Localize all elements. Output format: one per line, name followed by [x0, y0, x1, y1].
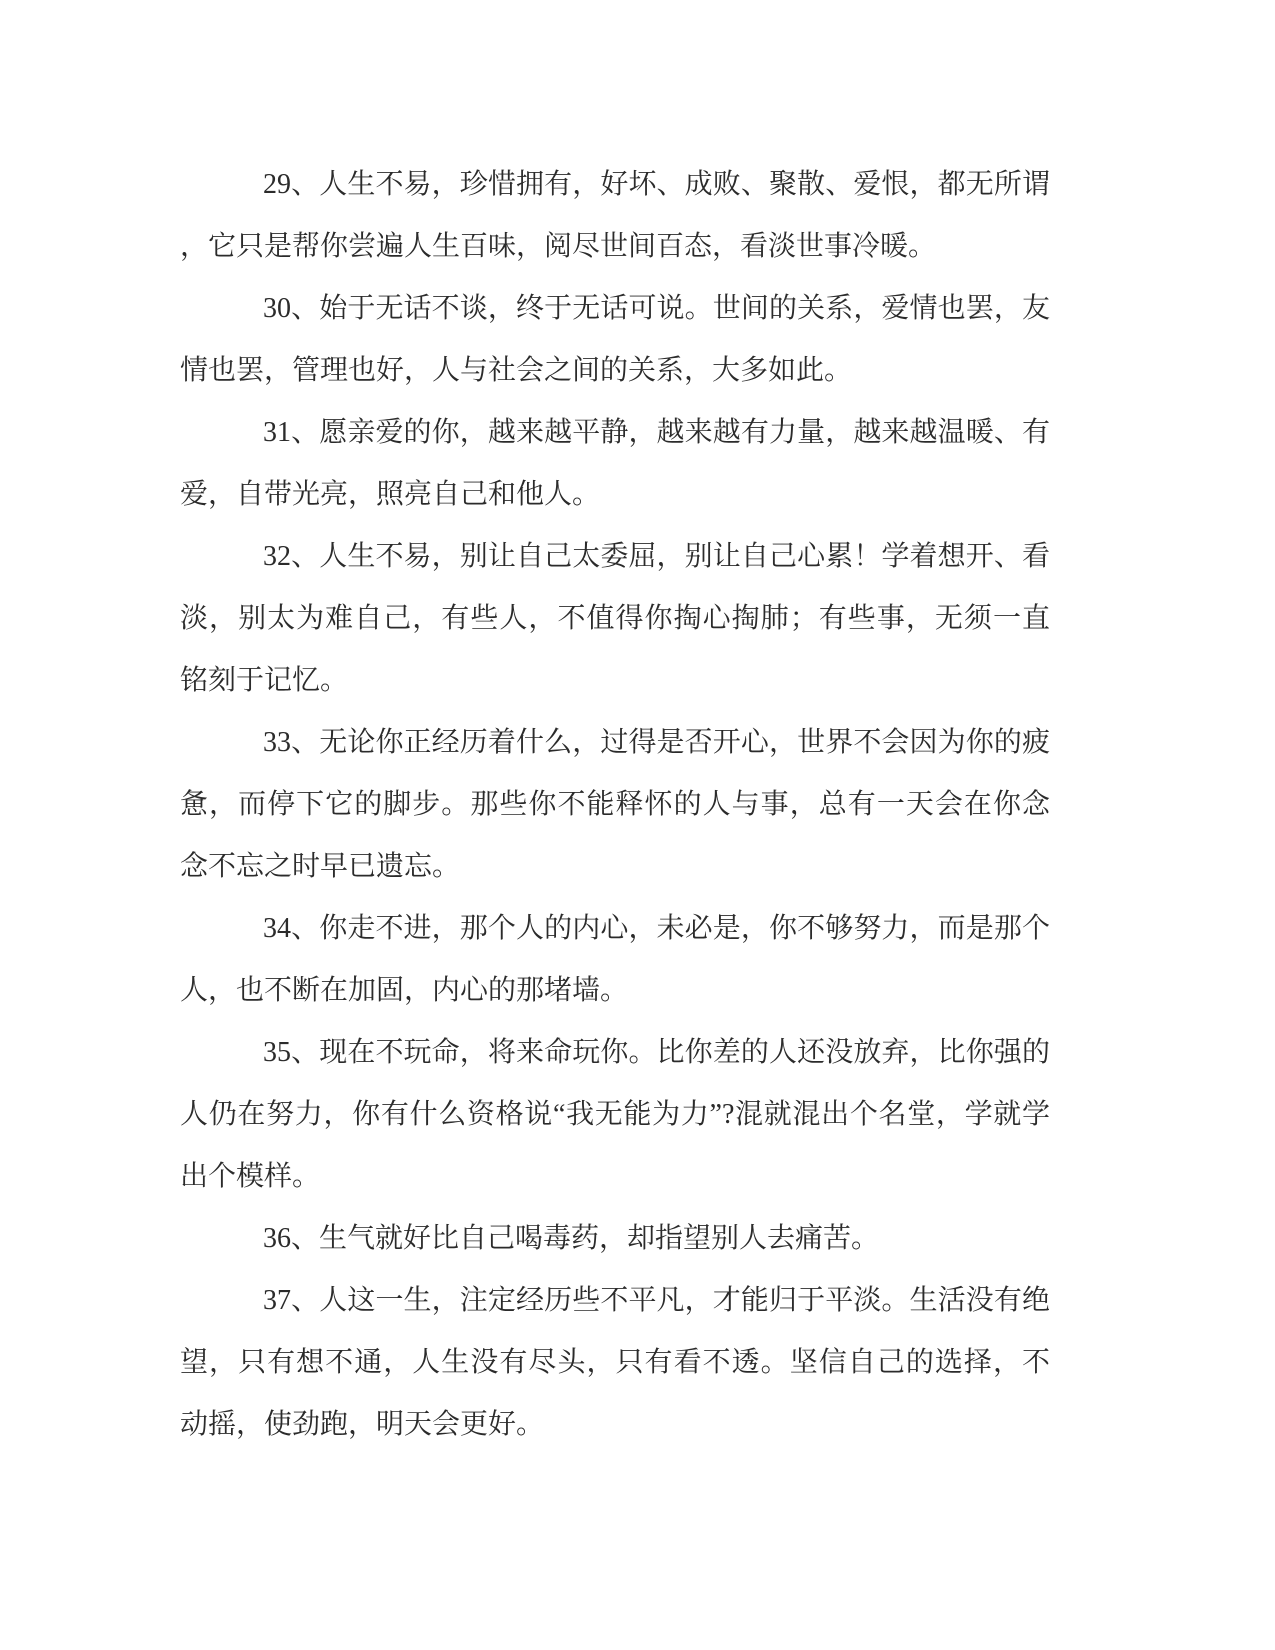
paragraph	[180, 1022, 1050, 1208]
paragraph	[180, 898, 1050, 1022]
text-line: 动摇，使劲跑，明天会更好。	[180, 1409, 545, 1440]
text-line: 32、人生不易，别让自己太委屈，别让自己心累！学着想开、看	[263, 541, 1050, 572]
paragraph	[180, 278, 1050, 402]
text-line: 30、始于无话不谈，终于无话可说。世间的关系，爱情也罢，友	[263, 293, 1050, 324]
text-line: 望，只有想不通，人生没有尽头，只有看不透。坚信自己的选择，不	[180, 1347, 1050, 1378]
text-line: ，它只是帮你尝遍人生百味，阅尽世间百态，看淡世事冷暖。	[180, 231, 937, 262]
document-body	[180, 154, 1050, 1456]
text-line: 淡，别太为难自己，有些人，不值得你掏心掏肺；有些事，无须一直	[180, 603, 1050, 634]
text-line: 惫，而停下它的脚步。那些你不能释怀的人与事，总有一天会在你念	[180, 789, 1050, 820]
paragraph	[180, 526, 1050, 712]
paragraph	[180, 1270, 1050, 1456]
text-line: 31、愿亲爱的你，越来越平静，越来越有力量，越来越温暖、有	[263, 417, 1050, 448]
text-line: 爱，自带光亮，照亮自己和他人。	[180, 479, 601, 510]
text-line: 34、你走不进，那个人的内心，未必是，你不够努力，而是那个	[263, 913, 1050, 944]
text-line: 29、人生不易，珍惜拥有，好坏、成败、聚散、爱恨，都无所谓	[263, 169, 1050, 200]
text-line: 铭刻于记忆。	[180, 665, 349, 696]
paragraph	[180, 154, 1050, 278]
paragraph	[180, 1208, 1050, 1270]
text-line: 33、无论你正经历着什么，过得是否开心，世界不会因为你的疲	[263, 727, 1050, 758]
text-line: 情也罢，管理也好，人与社会之间的关系，大多如此。	[180, 355, 853, 386]
paragraph	[180, 402, 1050, 526]
text-line: 出个模样。	[180, 1161, 321, 1192]
text-line: 人，也不断在加固，内心的那堵墙。	[180, 975, 629, 1006]
text-line: 35、现在不玩命，将来命玩你。比你差的人还没放弃，比你强的	[263, 1037, 1050, 1068]
text-line: 36、生气就好比自己喝毒药，却指望别人去痛苦。	[263, 1223, 880, 1254]
paragraph	[180, 712, 1050, 898]
text-line: 人仍在努力，你有什么资格说“我无能为力”?混就混出个名堂，学就学	[180, 1099, 1050, 1130]
text-line: 37、人这一生，注定经历些不平凡，才能归于平淡。生活没有绝	[263, 1285, 1050, 1316]
text-line: 念不忘之时早已遗忘。	[180, 851, 461, 882]
